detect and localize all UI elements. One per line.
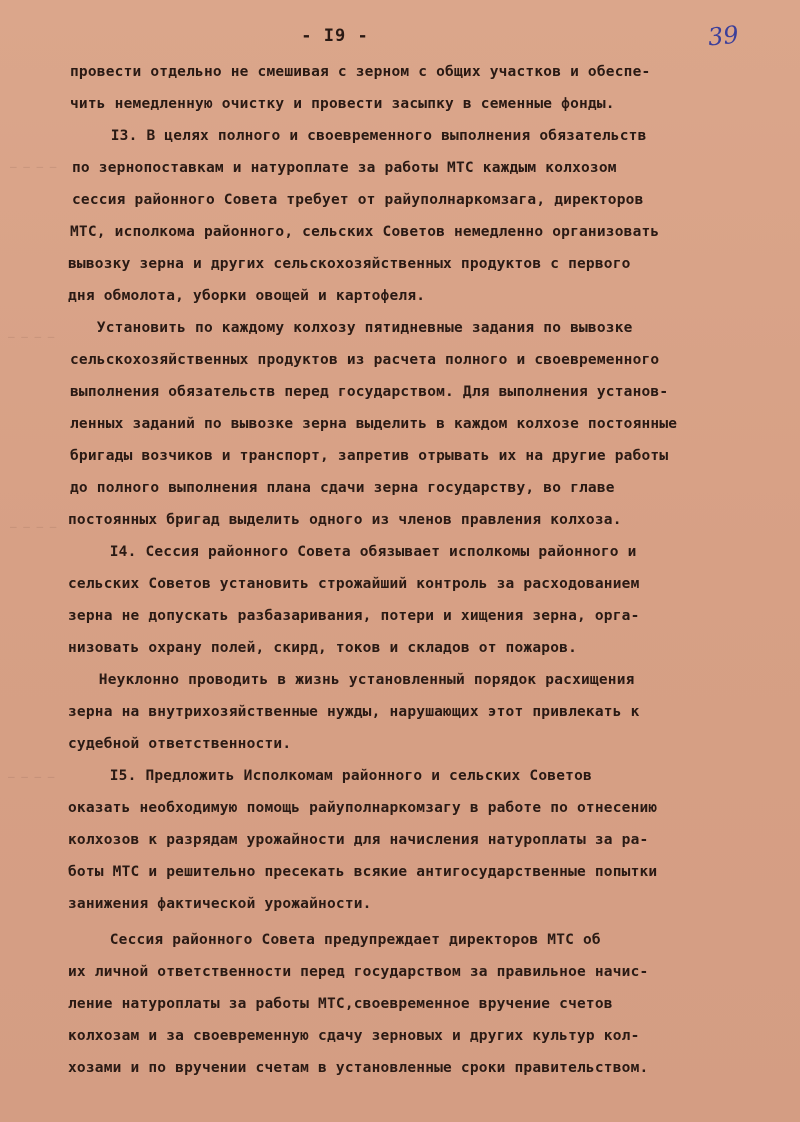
text-line: I4. Сессия районного Совета обязывает исполкомы районного и	[74, 544, 637, 560]
text-line: боты МТС и решительно пресекать всякие антигосударственные попытки	[68, 864, 658, 880]
text-line: чить немедленную очистку и провести засыпку в семенные фонды.	[70, 96, 615, 112]
text-line: ленных заданий по вывозке зерна выделить в каждом колхозе постоянные	[70, 416, 678, 432]
text-line: бригады возчиков и транспорт, запретив отрывать их на другие работы	[70, 448, 669, 464]
text-line: I5. Предложить Исполкомам районного и сельских Советов	[74, 768, 592, 784]
text-line: колхозам и за своевременную сдачу зерновых и других культур кол-	[68, 1028, 640, 1044]
text-line: их личной ответственности перед государством за правильное начис-	[68, 964, 649, 980]
text-line: колхозов к разрядам урожайности для начисления натуроплаты за ра-	[68, 832, 649, 848]
text-line: вывозку зерна и других сельскохозяйственных продуктов с первого	[68, 256, 631, 272]
bleed-through-mark: – – – –	[8, 770, 55, 783]
page-number: - I9 -	[301, 26, 369, 46]
text-line: по зернопоставкам и натуроплате за работы МТС каждым колхозом	[72, 160, 617, 176]
archive-sheet-number: 39	[706, 20, 740, 52]
text-line: низовать охрану полей, скирд, токов и складов от пожаров.	[68, 640, 577, 656]
text-line: занижения фактической урожайности.	[68, 896, 372, 912]
text-line: ление натуроплаты за работы МТС,своевременное вручение счетов	[68, 996, 613, 1012]
text-line: судебной ответственности.	[68, 736, 292, 752]
text-line: зерна на внутрихозяйственные нужды, нарушающих этот привлекать к	[68, 704, 640, 720]
text-line: сессия районного Совета требует от райуполнаркомзага, директоров	[72, 192, 644, 208]
text-line: оказать необходимую помощь райуполнаркомзагу в работе по отнесению	[68, 800, 658, 816]
text-line: до полного выполнения плана сдачи зерна государству, во главе	[70, 480, 615, 496]
text-line: I3. В целях полного и своевременного выполнения обязательств	[75, 128, 647, 144]
text-line: Неуклонно проводить в жизнь установленный порядок расхищения	[72, 672, 635, 688]
bleed-through-mark: – – – –	[10, 520, 57, 533]
text-line: постоянных бригад выделить одного из членов правления колхоза.	[68, 512, 622, 528]
text-line: Установить по каждому колхозу пятидневные задания по вывозке	[70, 320, 633, 336]
bleed-through-mark: – – – –	[8, 330, 55, 343]
text-line: зерна не допускать разбазаривания, потери и хищения зерна, орга-	[68, 608, 640, 624]
text-line: выполнения обязательств перед государством. Для выполнения установ-	[70, 384, 669, 400]
text-line: сельскохозяйственных продуктов из расчета полного и своевременного	[70, 352, 660, 368]
text-line: провести отдельно не смешивая с зерном с общих участков и обеспе-	[70, 64, 651, 80]
text-line: хозами и по вручении счетам в установленные сроки правительством.	[68, 1060, 649, 1076]
text-line: Сессия районного Совета предупреждает директоров МТС об	[74, 932, 601, 948]
text-line: сельских Советов установить строжайший контроль за расходованием	[68, 576, 640, 592]
bleed-through-mark: – – – –	[10, 160, 57, 173]
text-line: МТС, исполкома районного, сельских Советов немедленно организовать	[70, 224, 660, 240]
text-line: дня обмолота, уборки овощей и картофеля.	[68, 288, 426, 304]
